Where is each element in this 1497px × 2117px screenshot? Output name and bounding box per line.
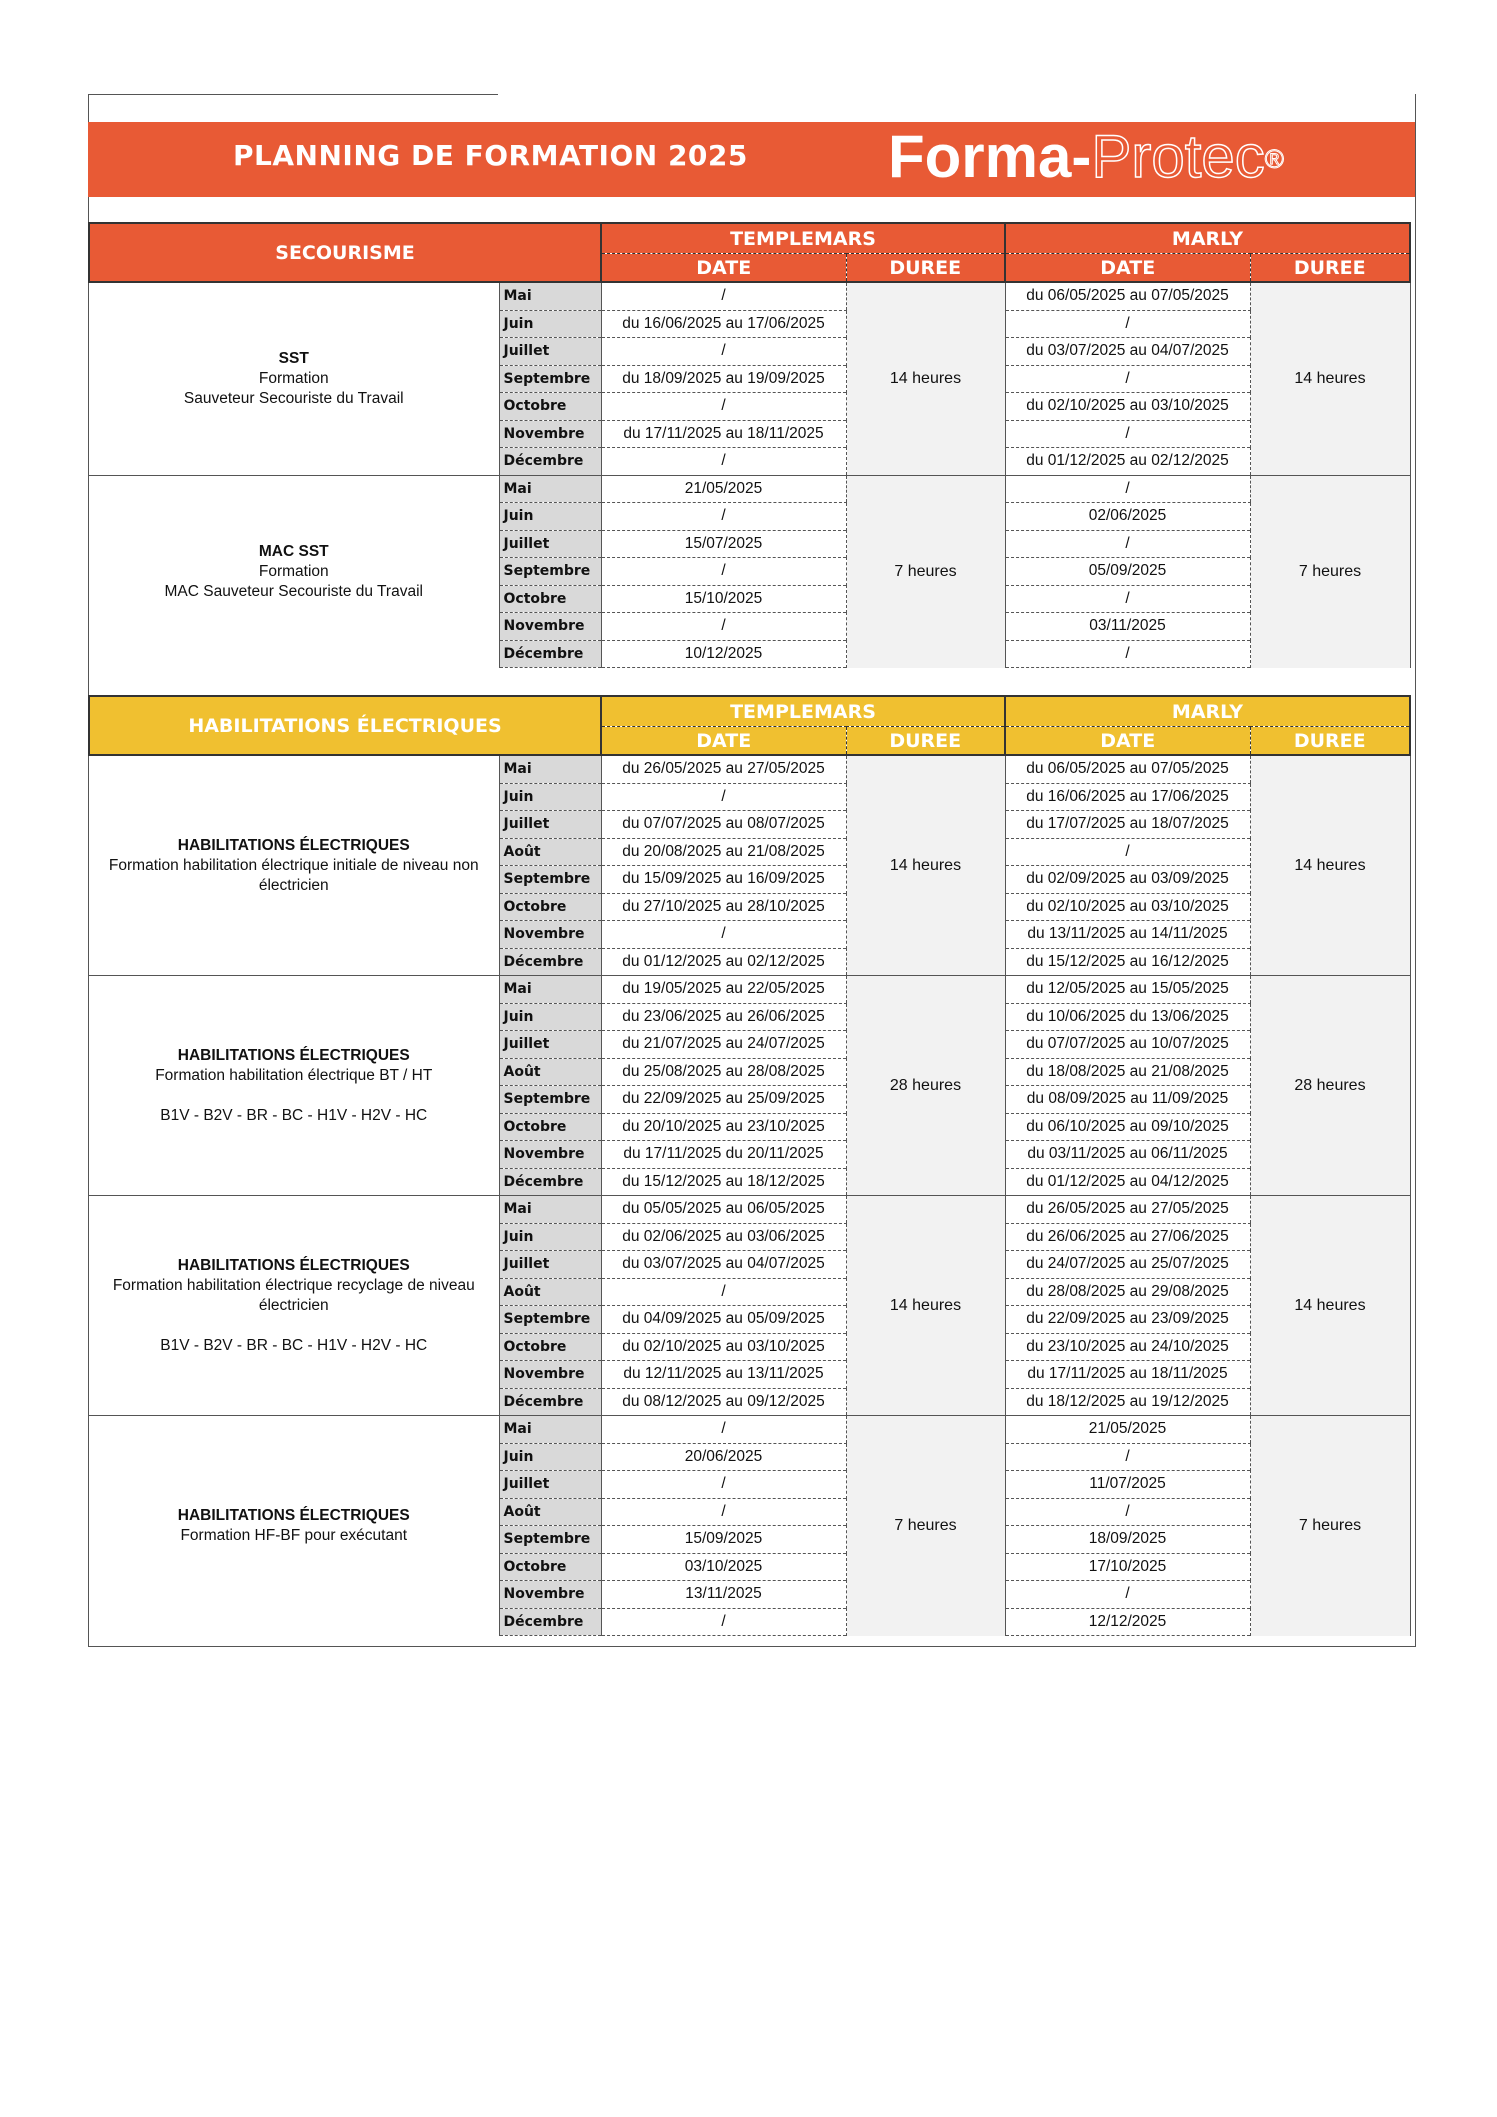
month-label: Août [499,1058,601,1086]
templemars-date: du 07/07/2025 au 08/07/2025 [601,811,846,839]
month-label: Juin [499,1443,601,1471]
month-label: Septembre [499,1086,601,1114]
table-row [89,282,1410,310]
marly-date: du 28/08/2025 au 29/08/2025 [1005,1278,1250,1306]
training-title: HABILITATIONS ÉLECTRIQUES [177,1256,410,1274]
marly-date: du 02/10/2025 au 03/10/2025 [1005,393,1250,421]
training-label [89,475,499,668]
month-label: Mai [499,282,601,310]
logo-text-protec: Protec [1091,123,1265,190]
month-label: Octobre [499,393,601,421]
templemars-duree: 14 heures [846,1196,1005,1416]
planning-table-0 [88,222,1411,668]
marly-date: du 03/11/2025 au 06/11/2025 [1005,1141,1250,1169]
month-label: Août [499,1278,601,1306]
location-header-templemars: TEMPLEMARS [601,696,1005,727]
marly-date: 05/09/2025 [1005,558,1250,586]
training-levels: B1V - B2V - BR - BC - H1V - H2V - HC [160,1336,428,1354]
marly-date: 18/09/2025 [1005,1526,1250,1554]
month-label: Novembre [499,1361,601,1389]
month-label: Juillet [499,530,601,558]
month-label: Septembre [499,1526,601,1554]
date-column-header: DATE [1005,727,1250,756]
marly-date: / [1005,1443,1250,1471]
marly-date: du 01/12/2025 au 02/12/2025 [1005,448,1250,476]
month-label: Octobre [499,585,601,613]
templemars-date: 15/07/2025 [601,530,846,558]
templemars-date: du 02/06/2025 au 03/06/2025 [601,1223,846,1251]
date-column-header: DATE [1005,254,1250,283]
marly-date: 03/11/2025 [1005,613,1250,641]
marly-date: / [1005,1581,1250,1609]
training-title: HABILITATIONS ÉLECTRIQUES [177,1506,410,1524]
training-description: Formation habilitation électrique recyclage de niveau électricien [112,1276,475,1314]
templemars-date: du 17/11/2025 du 20/11/2025 [601,1141,846,1169]
marly-date: 12/12/2025 [1005,1608,1250,1636]
month-label: Décembre [499,1608,601,1636]
templemars-duree: 28 heures [846,976,1005,1196]
templemars-date: / [601,503,846,531]
location-header-marly: MARLY [1005,696,1410,727]
duree-column-header: DUREE [1250,727,1410,756]
marly-date: du 03/07/2025 au 04/07/2025 [1005,338,1250,366]
training-subtitle: Formation [258,562,329,580]
marly-date: du 18/12/2025 au 19/12/2025 [1005,1388,1250,1416]
duree-column-header: DUREE [1250,254,1410,283]
marly-date: du 02/09/2025 au 03/09/2025 [1005,866,1250,894]
templemars-date: du 03/07/2025 au 04/07/2025 [601,1251,846,1279]
templemars-duree: 14 heures [846,282,1005,475]
table-row [89,1416,1410,1444]
templemars-date: / [601,448,846,476]
templemars-date: / [601,613,846,641]
templemars-date: / [601,1471,846,1499]
marly-date: du 17/07/2025 au 18/07/2025 [1005,811,1250,839]
templemars-date: 15/09/2025 [601,1526,846,1554]
marly-date: du 23/10/2025 au 24/10/2025 [1005,1333,1250,1361]
spacer [89,1086,499,1106]
marly-date: 21/05/2025 [1005,1416,1250,1444]
logo-text-forma: Forma- [888,123,1092,190]
templemars-date: du 17/11/2025 au 18/11/2025 [601,420,846,448]
templemars-date: du 23/06/2025 au 26/06/2025 [601,1003,846,1031]
marly-duree: 14 heures [1250,1196,1410,1416]
table-row [89,755,1410,783]
training-label [89,1196,499,1416]
marly-date: du 18/08/2025 au 21/08/2025 [1005,1058,1250,1086]
month-label: Juillet [499,1251,601,1279]
templemars-duree: 14 heures [846,755,1005,976]
marly-date: / [1005,1498,1250,1526]
month-label: Mai [499,976,601,1004]
training-description: Formation HF-BF pour exécutant [180,1526,408,1544]
marly-date: / [1005,640,1250,668]
table-row [89,976,1410,1004]
month-label: Octobre [499,1553,601,1581]
marly-duree: 28 heures [1250,976,1410,1196]
training-title: HABILITATIONS ÉLECTRIQUES [177,836,410,854]
templemars-date: 13/11/2025 [601,1581,846,1609]
templemars-date: / [601,783,846,811]
templemars-date: / [601,1278,846,1306]
marly-date: du 06/05/2025 au 07/05/2025 [1005,282,1250,310]
training-levels: B1V - B2V - BR - BC - H1V - H2V - HC [160,1106,428,1124]
marly-date: 11/07/2025 [1005,1471,1250,1499]
templemars-date: 21/05/2025 [601,475,846,503]
marly-date: du 06/05/2025 au 07/05/2025 [1005,755,1250,783]
table-row [89,1196,1410,1224]
marly-date: du 13/11/2025 au 14/11/2025 [1005,921,1250,949]
templemars-duree: 7 heures [846,1416,1005,1636]
duree-column-header: DUREE [846,254,1005,283]
month-label: Décembre [499,448,601,476]
spacer [89,1316,499,1336]
templemars-date: 10/12/2025 [601,640,846,668]
marly-duree: 7 heures [1250,1416,1410,1636]
templemars-date: / [601,1608,846,1636]
training-label [89,1416,499,1636]
registered-mark: ® [1264,144,1284,174]
month-label: Mai [499,755,601,783]
marly-date: du 08/09/2025 au 11/09/2025 [1005,1086,1250,1114]
templemars-date: / [601,558,846,586]
month-label: Décembre [499,1388,601,1416]
month-label: Novembre [499,1141,601,1169]
month-label: Août [499,838,601,866]
date-column-header: DATE [601,727,846,756]
forma-protec-logo [888,123,1284,190]
month-label: Juin [499,1223,601,1251]
marly-date: du 17/11/2025 au 18/11/2025 [1005,1361,1250,1389]
marly-date: du 12/05/2025 au 15/05/2025 [1005,976,1250,1004]
marly-date: du 22/09/2025 au 23/09/2025 [1005,1306,1250,1334]
training-subtitle: Formation [258,369,329,387]
templemars-date: du 08/12/2025 au 09/12/2025 [601,1388,846,1416]
month-label: Novembre [499,420,601,448]
month-label: Juin [499,783,601,811]
month-label: Octobre [499,893,601,921]
templemars-date: du 05/05/2025 au 06/05/2025 [601,1196,846,1224]
training-title: HABILITATIONS ÉLECTRIQUES [177,1046,410,1064]
templemars-date: du 15/12/2025 au 18/12/2025 [601,1168,846,1196]
month-label: Décembre [499,1168,601,1196]
month-label: Juin [499,310,601,338]
duree-column-header: DUREE [846,727,1005,756]
month-label: Septembre [499,365,601,393]
month-label: Juillet [499,1471,601,1499]
location-header-marly: MARLY [1005,223,1410,254]
training-description: Sauveteur Secouriste du Travail [183,389,404,407]
templemars-date: du 01/12/2025 au 02/12/2025 [601,948,846,976]
templemars-date: / [601,921,846,949]
training-label [89,755,499,976]
month-label: Novembre [499,613,601,641]
marly-date: / [1005,585,1250,613]
templemars-date: du 18/09/2025 au 19/09/2025 [601,365,846,393]
training-label [89,282,499,475]
month-label: Août [499,1498,601,1526]
month-label: Septembre [499,558,601,586]
table-row [89,475,1410,503]
marly-date: du 15/12/2025 au 16/12/2025 [1005,948,1250,976]
templemars-date: du 02/10/2025 au 03/10/2025 [601,1333,846,1361]
templemars-date: / [601,1498,846,1526]
marly-date: 02/06/2025 [1005,503,1250,531]
location-header-templemars: TEMPLEMARS [601,223,1005,254]
training-description: MAC Sauveteur Secouriste du Travail [164,582,423,600]
marly-date: / [1005,365,1250,393]
month-label: Décembre [499,948,601,976]
marly-date: du 10/06/2025 du 13/06/2025 [1005,1003,1250,1031]
templemars-date: du 26/05/2025 au 27/05/2025 [601,755,846,783]
templemars-date: / [601,338,846,366]
templemars-date: du 12/11/2025 au 13/11/2025 [601,1361,846,1389]
month-label: Novembre [499,921,601,949]
templemars-date: / [601,1416,846,1444]
month-label: Juin [499,1003,601,1031]
templemars-duree: 7 heures [846,475,1005,668]
templemars-date: du 04/09/2025 au 05/09/2025 [601,1306,846,1334]
templemars-date: du 16/06/2025 au 17/06/2025 [601,310,846,338]
marly-duree: 14 heures [1250,282,1410,475]
marly-date: / [1005,475,1250,503]
training-label [89,976,499,1196]
page-title: PLANNING DE FORMATION 2025 [233,139,748,172]
marly-duree: 7 heures [1250,475,1410,668]
marly-date: / [1005,838,1250,866]
templemars-date: du 25/08/2025 au 28/08/2025 [601,1058,846,1086]
marly-date: du 24/07/2025 au 25/07/2025 [1005,1251,1250,1279]
templemars-date: du 19/05/2025 au 22/05/2025 [601,976,846,1004]
header-banner [88,122,1415,197]
training-description: Formation habilitation électrique initiale de niveau non électricien [108,856,479,894]
marly-date: / [1005,420,1250,448]
month-label: Octobre [499,1113,601,1141]
marly-date: 17/10/2025 [1005,1553,1250,1581]
training-description: Formation habilitation électrique BT / HT [155,1066,433,1084]
section-category-header: SECOURISME [89,223,601,282]
marly-date: du 26/06/2025 au 27/06/2025 [1005,1223,1250,1251]
templemars-date: / [601,282,846,310]
training-title: MAC SST [258,542,329,560]
marly-date: du 26/05/2025 au 27/05/2025 [1005,1196,1250,1224]
marly-date: du 16/06/2025 au 17/06/2025 [1005,783,1250,811]
month-label: Juillet [499,811,601,839]
templemars-date: 15/10/2025 [601,585,846,613]
month-label: Novembre [499,1581,601,1609]
templemars-date: du 22/09/2025 au 25/09/2025 [601,1086,846,1114]
month-label: Mai [499,1196,601,1224]
templemars-date: du 15/09/2025 au 16/09/2025 [601,866,846,894]
templemars-date: du 20/08/2025 au 21/08/2025 [601,838,846,866]
month-label: Mai [499,1416,601,1444]
marly-date: du 07/07/2025 au 10/07/2025 [1005,1031,1250,1059]
month-label: Octobre [499,1333,601,1361]
marly-date: du 01/12/2025 au 04/12/2025 [1005,1168,1250,1196]
marly-date: / [1005,530,1250,558]
month-label: Septembre [499,866,601,894]
date-column-header: DATE [601,254,846,283]
templemars-date: du 21/07/2025 au 24/07/2025 [601,1031,846,1059]
templemars-date: 03/10/2025 [601,1553,846,1581]
month-label: Septembre [499,1306,601,1334]
marly-date: / [1005,310,1250,338]
templemars-date: du 27/10/2025 au 28/10/2025 [601,893,846,921]
month-label: Juillet [499,338,601,366]
training-title: SST [278,349,309,367]
templemars-date: / [601,393,846,421]
month-label: Juillet [499,1031,601,1059]
templemars-date: 20/06/2025 [601,1443,846,1471]
marly-date: du 02/10/2025 au 03/10/2025 [1005,893,1250,921]
section-category-header: HABILITATIONS ÉLECTRIQUES [89,696,601,755]
month-label: Juin [499,503,601,531]
templemars-date: du 20/10/2025 au 23/10/2025 [601,1113,846,1141]
marly-date: du 06/10/2025 au 09/10/2025 [1005,1113,1250,1141]
marly-duree: 14 heures [1250,755,1410,976]
planning-table-1 [88,695,1411,1636]
month-label: Décembre [499,640,601,668]
month-label: Mai [499,475,601,503]
